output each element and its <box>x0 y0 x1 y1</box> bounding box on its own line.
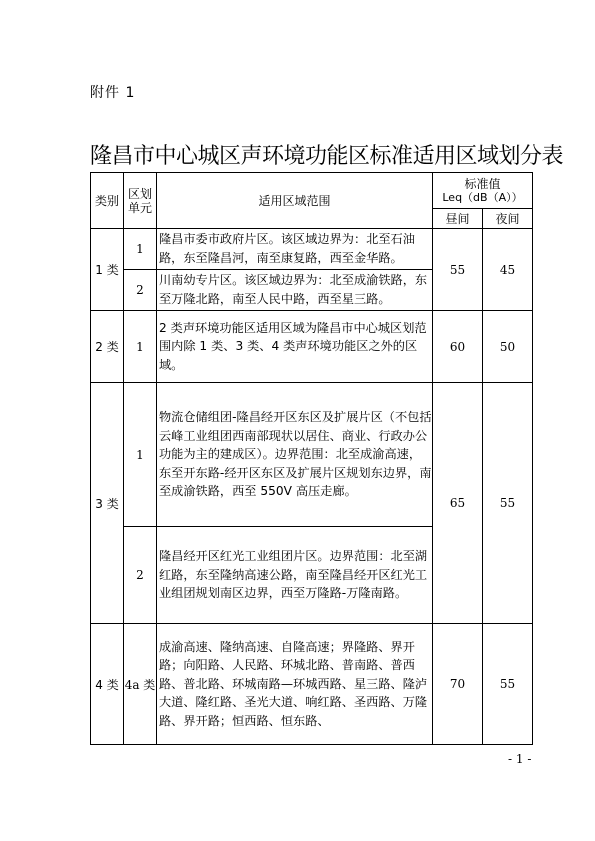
unit-cell: 1 <box>124 311 157 383</box>
night-value: 45 <box>483 229 533 311</box>
page-number: - 1 - <box>508 752 532 766</box>
unit-cell: 1 <box>124 383 157 527</box>
range-header: 适用区域范围 <box>157 173 433 229</box>
night-value: 55 <box>483 383 533 624</box>
unit-cell: 4a 类 <box>124 624 157 745</box>
night-value: 55 <box>483 624 533 745</box>
unit-cell: 2 <box>124 270 157 311</box>
leq-label: Leq（dB（A）） <box>442 190 523 204</box>
attachment-label: 附件 1 <box>90 85 136 101</box>
range-cell: 隆昌经开区红光工业组团片区。边界范围：北至湖红路，东至隆纳高速公路，南至隆昌经开区红光工业组团规划南区边界，西至万隆路-万隆南路。 <box>157 527 433 624</box>
unit-cell: 1 <box>124 229 157 270</box>
category-cell: 3 类 <box>91 383 124 624</box>
page-title: 隆昌市中心城区声环境功能区标准适用区域划分表 <box>90 144 564 169</box>
night-value: 50 <box>483 311 533 383</box>
day-header: 昼间 <box>433 209 483 229</box>
category-header: 类别 <box>91 173 124 229</box>
table-row <box>91 383 533 527</box>
category-cell: 1 类 <box>91 229 124 311</box>
unit-header: 区划单元 <box>124 173 157 229</box>
day-value: 65 <box>433 383 483 624</box>
day-value: 70 <box>433 624 483 745</box>
range-cell: 物流仓储组团-隆昌经开区东区及扩展片区（不包括云峰工业组团西南部现状以居住、商业、行政办公功能为主的建成区）。边界范围：北至成渝高速，东至开东路-经开区东区及扩展片区规划东边界，南至成渝铁路，西至 550V 高压走廊。 <box>157 383 433 527</box>
unit-cell: 2 <box>124 527 157 624</box>
day-value: 55 <box>433 229 483 311</box>
standard-label: 标准值 <box>464 176 501 191</box>
header-row <box>91 173 533 209</box>
range-cell: 隆昌市委市政府片区。该区域边界为：北至石油路，东至隆昌河，南至康复路，西至金华路。 <box>157 229 433 270</box>
night-header: 夜间 <box>483 209 533 229</box>
table-row <box>91 311 533 383</box>
category-cell: 2 类 <box>91 311 124 383</box>
range-cell: 川南幼专片区。该区域边界为：北至成渝铁路，东至万隆北路，南至人民中路，西至星三路。 <box>157 270 433 311</box>
range-cell: 2 类声环境功能区适用区域为隆昌市中心城区划范围内除 1 类、3 类、4 类声环境功能区之外的区域。 <box>157 311 433 383</box>
zoning-table <box>90 172 533 745</box>
category-cell: 4 类 <box>91 624 124 745</box>
day-value: 60 <box>433 311 483 383</box>
table-row <box>91 229 533 270</box>
table-row <box>91 624 533 745</box>
range-cell: 成渝高速、隆纳高速、自隆高速；界隆路、界开路；向阳路、人民路、环城北路、普南路、普西路、普北路、环城南路—环城西路、星三路、隆泸大道、隆红路、圣光大道、响红路、圣西路、万隆路、界开路；恒西路、恒东路、 <box>157 624 433 745</box>
standard-header <box>433 173 533 209</box>
